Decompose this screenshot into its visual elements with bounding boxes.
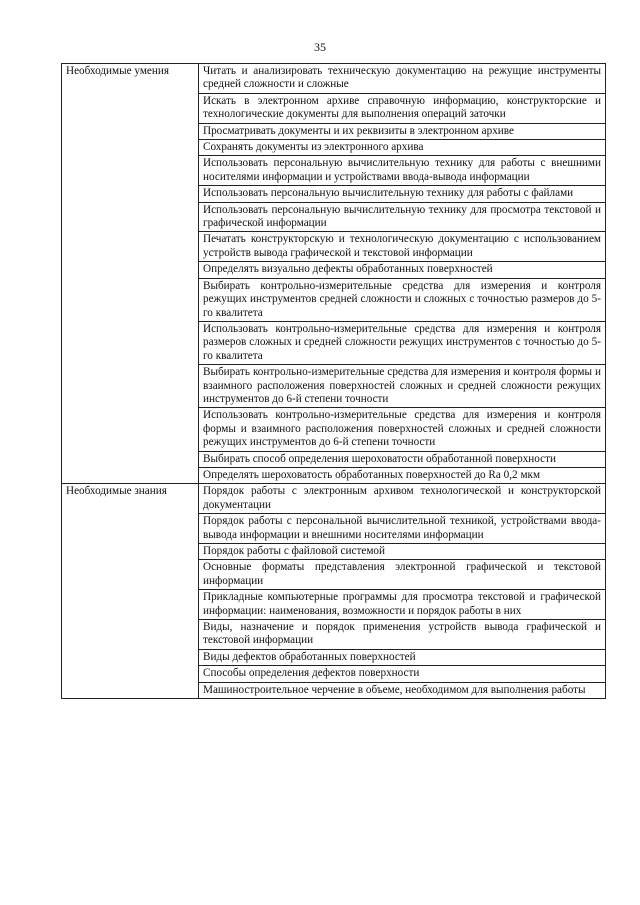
requirement-item: Определять визуально дефекты обработанных поверхностей (199, 262, 606, 278)
requirement-item: Виды, назначение и порядок применения устройств вывода графической и текстовой информации (199, 620, 606, 650)
requirement-item: Порядок работы с персональной вычислительной техникой, устройствами ввода-вывода информации и внешними носителями информации (199, 514, 606, 544)
requirement-item: Способы определения дефектов поверхности (199, 666, 606, 682)
requirement-item: Выбирать контрольно-измерительные средства для измерения и контроля режущих инструментов средней сложности и сложных с точностью размеров до 5-го квалитета (199, 278, 606, 321)
section-label: Необходимые знания (62, 484, 199, 699)
requirement-item: Использовать контрольно-измерительные средства для измерения и контроля формы и взаимного расположения поверхностей сложных и средней сложности режущих инструментов до 6-й степени точности (199, 408, 606, 451)
requirement-item: Просматривать документы и их реквизиты в электронном архиве (199, 123, 606, 139)
requirement-item: Порядок работы с файловой системой (199, 544, 606, 560)
requirement-item: Выбирать способ определения шероховатости обработанной поверхности (199, 451, 606, 467)
requirement-item: Виды дефектов обработанных поверхностей (199, 649, 606, 665)
requirement-item: Машиностроительное черчение в объеме, необходимом для выполнения работы (199, 682, 606, 698)
section-label: Необходимые умения (62, 64, 199, 484)
table-row (62, 64, 606, 94)
requirement-item: Порядок работы с электронным архивом технологической и конструкторской документации (199, 484, 606, 514)
requirement-item: Определять шероховатость обработанных поверхностей до Ra 0,2 мкм (199, 467, 606, 483)
requirements-table-body (62, 64, 606, 699)
requirement-item: Искать в электронном архиве справочную информацию, конструкторские и технологические документы для выполнения операций заточки (199, 93, 606, 123)
requirement-item: Основные форматы представления электронной графической и текстовой информации (199, 560, 606, 590)
requirement-item: Выбирать контрольно-измерительные средства для измерения и контроля формы и взаимного расположения поверхностей сложных и средней сложности режущих инструментов до 6-й степени точности (199, 365, 606, 408)
requirement-item: Использовать контрольно-измерительные средства для измерения и контроля размеров сложных и средней сложности режущих инструментов с точностью до 5-го квалитета (199, 321, 606, 364)
table-row (62, 484, 606, 514)
requirement-item: Использовать персональную вычислительную технику для просмотра текстовой и графической информации (199, 202, 606, 232)
requirement-item: Читать и анализировать техническую документацию на режущие инструменты средней сложности и сложные (199, 64, 606, 94)
requirement-item: Сохранять документы из электронного архива (199, 140, 606, 156)
requirements-table (61, 63, 606, 699)
requirement-item: Использовать персональную вычислительную технику для работы с внешними носителями информации и устройствами ввода-вывода информации (199, 156, 606, 186)
requirement-item: Прикладные компьютерные программы для просмотра текстовой и графической информации: наименования, возможности и порядок работы в них (199, 590, 606, 620)
page-number: 35 (314, 40, 326, 54)
requirement-item: Использовать персональную вычислительную технику для работы с файлами (199, 186, 606, 202)
requirement-item: Печатать конструкторскую и технологическую документацию с использованием устройств вывода графической и текстовой информации (199, 232, 606, 262)
